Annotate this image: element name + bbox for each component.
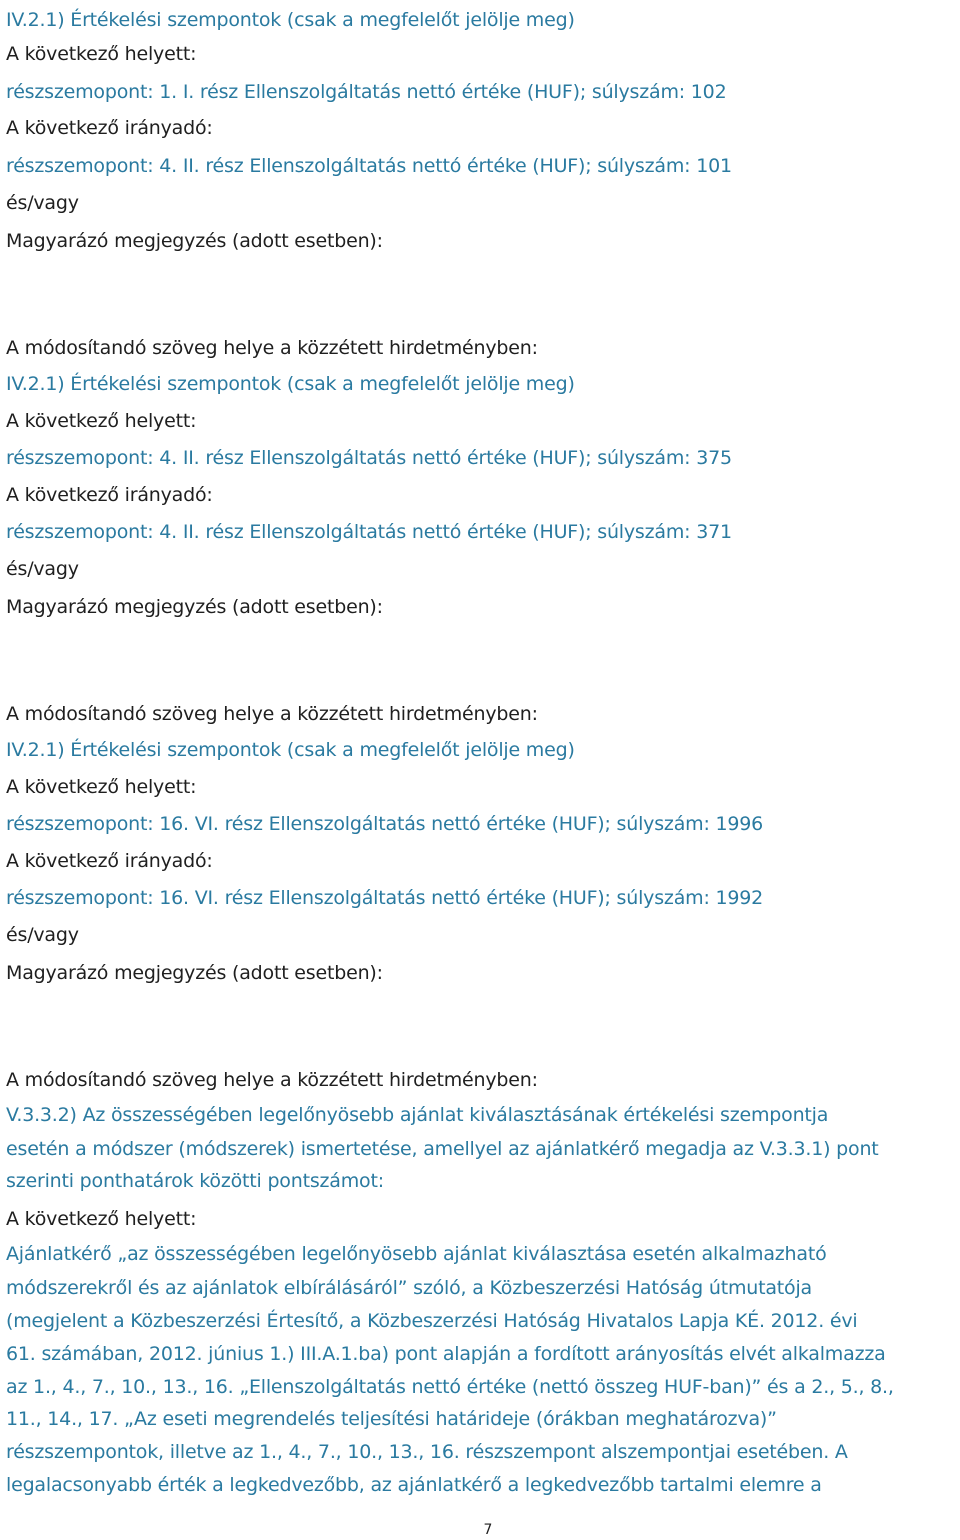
new-value: részszemopont: 16. VI. rész Ellenszolgáltatás nettó értéke (HUF); súlyszám: 1992 (6, 887, 764, 909)
instead-label: A következő helyett: (6, 1208, 197, 1230)
place-label: A módosítandó szöveg helye a közzétett hirdetményben: (6, 703, 538, 725)
body-line: legalacsonyabb érték a legkedvezőbb, az ajánlatkérő a legkedvezőbb tartalmi elemre a (6, 1474, 822, 1496)
new-value: részszemopont: 4. II. rész Ellenszolgáltatás nettó értéke (HUF); súlyszám: 101 (6, 155, 732, 177)
read-label: A következő irányadó: (6, 484, 213, 506)
old-value: részszemopont: 4. II. rész Ellenszolgáltatás nettó értéke (HUF); súlyszám: 375 (6, 447, 732, 469)
section-heading: IV.2.1) Értékelési szempontok (csak a megfelelőt jelölje meg) (6, 9, 575, 31)
section-heading-line: szerinti ponthatárok közötti pontszámot: (6, 1170, 384, 1192)
section-heading-line: esetén a módszer (módszerek) ismertetése, amellyel az ajánlatkérő megadja az V.3.3.1) pont (6, 1138, 879, 1160)
body-line: 11., 14., 17. „Az eseti megrendelés teljesítési határideje (órákban meghatározva)” (6, 1408, 777, 1430)
note-label: Magyarázó megjegyzés (adott esetben): (6, 230, 383, 252)
old-value: részszemopont: 16. VI. rész Ellenszolgáltatás nettó értéke (HUF); súlyszám: 1996 (6, 813, 764, 835)
instead-label: A következő helyett: (6, 776, 197, 798)
and-or-label: és/vagy (6, 924, 79, 946)
body-line: részszempontok, illetve az 1., 4., 7., 10., 13., 16. részszempont alszempontjai esetében. A (6, 1441, 848, 1463)
read-label: A következő irányadó: (6, 850, 213, 872)
instead-label: A következő helyett: (6, 43, 197, 65)
note-label: Magyarázó megjegyzés (adott esetben): (6, 962, 383, 984)
place-label: A módosítandó szöveg helye a közzétett hirdetményben: (6, 337, 538, 359)
and-or-label: és/vagy (6, 192, 79, 214)
place-label: A módosítandó szöveg helye a közzétett hirdetményben: (6, 1069, 538, 1091)
body-line: 61. számában, 2012. június 1.) III.A.1.ba) pont alapján a fordított arányosítás elvét alkalmazza (6, 1343, 886, 1365)
old-value: részszemopont: 1. I. rész Ellenszolgáltatás nettó értéke (HUF); súlyszám: 102 (6, 81, 727, 103)
section-heading: IV.2.1) Értékelési szempontok (csak a megfelelőt jelölje meg) (6, 739, 575, 761)
page-number: 7 (483, 1522, 493, 1538)
body-line: módszerekről és az ajánlatok elbírálásáról” szóló, a Közbeszerzési Hatóság útmutatója (6, 1277, 812, 1299)
note-label: Magyarázó megjegyzés (adott esetben): (6, 596, 383, 618)
body-line: Ajánlatkérő „az összességében legelőnyösebb ajánlat kiválasztása esetén alkalmazható (6, 1243, 827, 1265)
and-or-label: és/vagy (6, 558, 79, 580)
read-label: A következő irányadó: (6, 117, 213, 139)
section-heading: IV.2.1) Értékelési szempontok (csak a megfelelőt jelölje meg) (6, 373, 575, 395)
instead-label: A következő helyett: (6, 410, 197, 432)
section-heading-line: V.3.3.2) Az összességében legelőnyösebb ajánlat kiválasztásának értékelési szempontja (6, 1104, 829, 1126)
new-value: részszemopont: 4. II. rész Ellenszolgáltatás nettó értéke (HUF); súlyszám: 371 (6, 521, 732, 543)
body-line: (megjelent a Közbeszerzési Értesítő, a Közbeszerzési Hatóság Hivatalos Lapja KÉ. 2012. évi (6, 1310, 858, 1332)
body-line: az 1., 4., 7., 10., 13., 16. „Ellenszolgáltatás nettó értéke (nettó összeg HUF-ban)” és a 2., 5., 8., (6, 1376, 894, 1398)
